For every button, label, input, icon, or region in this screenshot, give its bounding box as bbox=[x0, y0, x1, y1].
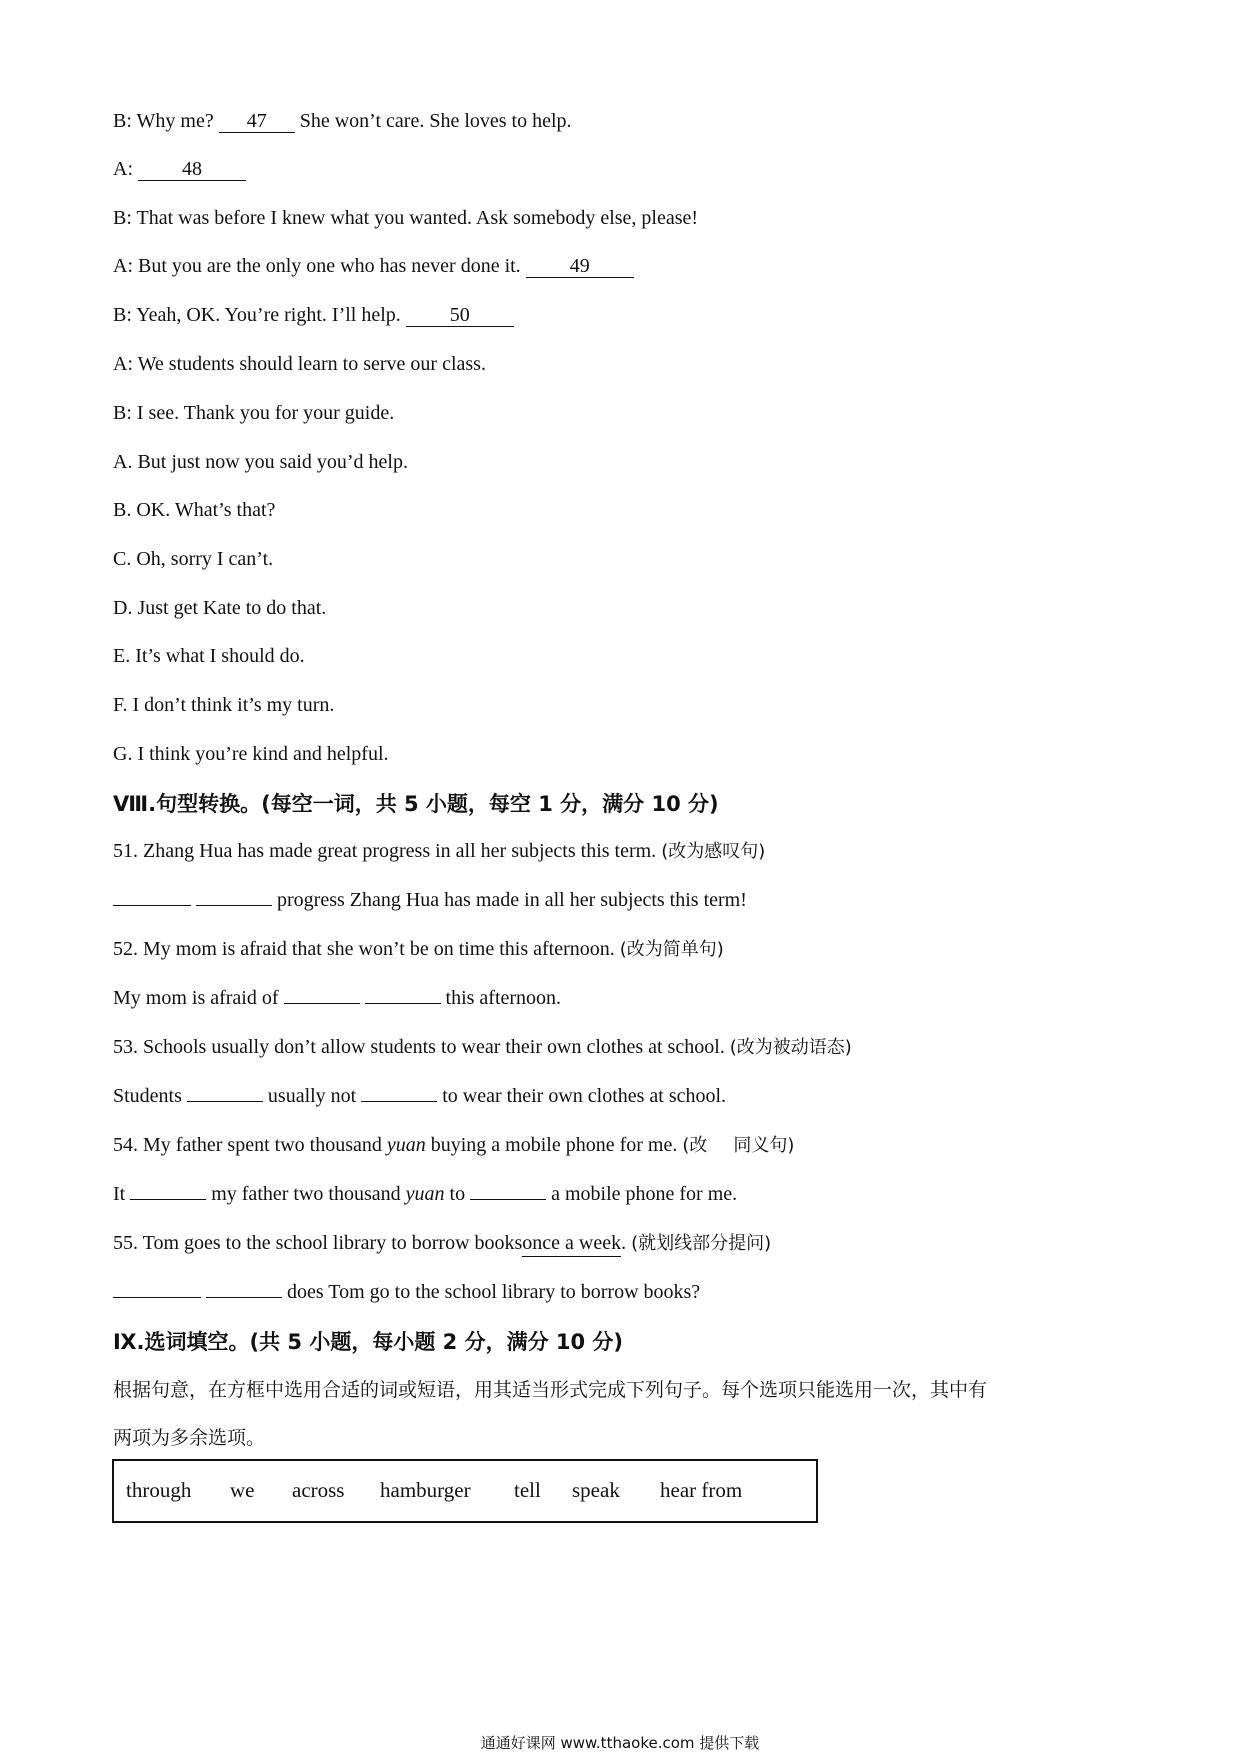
answer-text: to wear their own clothes at school. bbox=[442, 1085, 727, 1107]
answer-blank[interactable]: 50 bbox=[406, 304, 514, 327]
dialogue-line bbox=[113, 302, 514, 328]
question-53 bbox=[113, 1034, 852, 1061]
italic-word: yuan bbox=[405, 1183, 445, 1205]
question-text: 52. My mom is afraid that she won’t be on time this afternoon. bbox=[113, 938, 615, 960]
word-option: speak bbox=[572, 1478, 620, 1502]
section-title: Ⅸ.选词填空。(共 5 小题，每小题 2 分，满分 10 分) bbox=[113, 1330, 624, 1354]
option-item: C. Oh, sorry I can’t. bbox=[113, 548, 274, 570]
question-51 bbox=[113, 838, 765, 865]
dialogue-line bbox=[113, 156, 246, 182]
option-item: G. I think you’re kind and helpful. bbox=[113, 743, 389, 765]
question-note: (改为感叹句) bbox=[661, 841, 766, 862]
question-note: (改 bbox=[682, 1135, 708, 1156]
answer-blank[interactable] bbox=[130, 1199, 206, 1200]
answer-text: Students bbox=[113, 1085, 182, 1107]
answer-line bbox=[113, 887, 747, 913]
question-text: buying a mobile phone for me. bbox=[430, 1134, 678, 1156]
answer-blank[interactable] bbox=[284, 1003, 360, 1004]
answer-text: progress Zhang Hua has made in all her subjects this term! bbox=[277, 889, 747, 911]
question-52 bbox=[113, 936, 724, 963]
question-note: 同义句) bbox=[733, 1135, 795, 1156]
italic-word: yuan bbox=[386, 1134, 426, 1156]
answer-text: It bbox=[113, 1183, 126, 1205]
dialogue-text: B: Yeah, OK. You’re right. I’ll help. bbox=[113, 304, 401, 326]
option-item: B. OK. What’s that? bbox=[113, 499, 276, 521]
answer-line bbox=[113, 1181, 737, 1207]
page-footer: 通通好课网 www.tthaoke.com 提供下载 bbox=[480, 1734, 760, 1752]
instruction-text: 两项为多余选项。 bbox=[113, 1427, 266, 1449]
question-text: . bbox=[621, 1232, 627, 1254]
word-option: tell bbox=[514, 1478, 541, 1502]
word-box bbox=[112, 1459, 818, 1523]
word-option: we bbox=[230, 1478, 255, 1502]
answer-text: my father two thousand bbox=[211, 1183, 401, 1205]
answer-blank[interactable] bbox=[470, 1199, 546, 1200]
dialogue-line bbox=[113, 108, 572, 134]
word-option: through bbox=[126, 1478, 192, 1502]
dialogue-text: She won’t care. She loves to help. bbox=[299, 110, 572, 132]
instruction-text: 根据句意，在方框中选用合适的词或短语，用其适当形式完成下列句子。每个选项只能选用一次，其中有 bbox=[113, 1379, 988, 1401]
answer-line bbox=[113, 1279, 700, 1305]
section-title: Ⅷ.句型转换。(每空一词，共 5 小题，每空 1 分，满分 10 分) bbox=[113, 792, 719, 816]
word-option: across bbox=[292, 1478, 345, 1502]
answer-blank[interactable] bbox=[206, 1297, 282, 1298]
underlined-phrase: once a week bbox=[522, 1230, 621, 1257]
question-text: 53. Schools usually don’t allow students to wear their own clothes at school. bbox=[113, 1036, 725, 1058]
answer-blank[interactable] bbox=[187, 1101, 263, 1102]
option-item: D. Just get Kate to do that. bbox=[113, 597, 327, 619]
answer-text: a mobile phone for me. bbox=[551, 1183, 738, 1205]
question-55 bbox=[113, 1230, 771, 1257]
answer-text: to bbox=[449, 1183, 466, 1205]
dialogue-text: A: But you are the only one who has never done it. bbox=[113, 255, 521, 277]
answer-blank[interactable] bbox=[113, 905, 191, 906]
answer-line bbox=[113, 985, 561, 1011]
dialogue-text: B: Why me? bbox=[113, 110, 214, 132]
answer-blank[interactable] bbox=[365, 1003, 441, 1004]
question-text: 54. My father spent two thousand bbox=[113, 1134, 382, 1156]
question-note: (改为简单句) bbox=[619, 939, 724, 960]
answer-text: My mom is afraid of bbox=[113, 987, 279, 1009]
answer-blank[interactable]: 48 bbox=[138, 158, 246, 181]
dialogue-line: B: I see. Thank you for your guide. bbox=[113, 402, 395, 424]
answer-blank[interactable]: 47 bbox=[219, 110, 295, 133]
answer-blank[interactable] bbox=[113, 1297, 201, 1298]
question-54 bbox=[113, 1132, 794, 1159]
answer-blank[interactable] bbox=[361, 1101, 437, 1102]
answer-line bbox=[113, 1083, 726, 1109]
dialogue-text: A: bbox=[113, 158, 133, 180]
question-note: (就划线部分提问) bbox=[631, 1233, 772, 1254]
option-item: A. But just now you said you’d help. bbox=[113, 451, 408, 473]
dialogue-line bbox=[113, 253, 634, 279]
answer-text: this afternoon. bbox=[445, 987, 562, 1009]
word-option: hamburger bbox=[380, 1478, 471, 1502]
question-text: 55. Tom goes to the school library to borrow books bbox=[113, 1232, 523, 1254]
answer-blank[interactable]: 49 bbox=[526, 255, 634, 278]
option-item: F. I don’t think it’s my turn. bbox=[113, 694, 335, 716]
word-option: hear from bbox=[660, 1478, 743, 1502]
dialogue-line: B: That was before I knew what you wanted. Ask somebody else, please! bbox=[113, 207, 699, 229]
option-item: E. It’s what I should do. bbox=[113, 645, 305, 667]
answer-blank[interactable] bbox=[196, 905, 272, 906]
answer-text: usually not bbox=[267, 1085, 357, 1107]
question-note: (改为被动语态) bbox=[729, 1037, 852, 1058]
dialogue-line: A: We students should learn to serve our class. bbox=[113, 353, 486, 375]
answer-text: does Tom go to the school library to borrow books? bbox=[287, 1281, 701, 1303]
question-text: 51. Zhang Hua has made great progress in all her subjects this term. bbox=[113, 840, 657, 862]
